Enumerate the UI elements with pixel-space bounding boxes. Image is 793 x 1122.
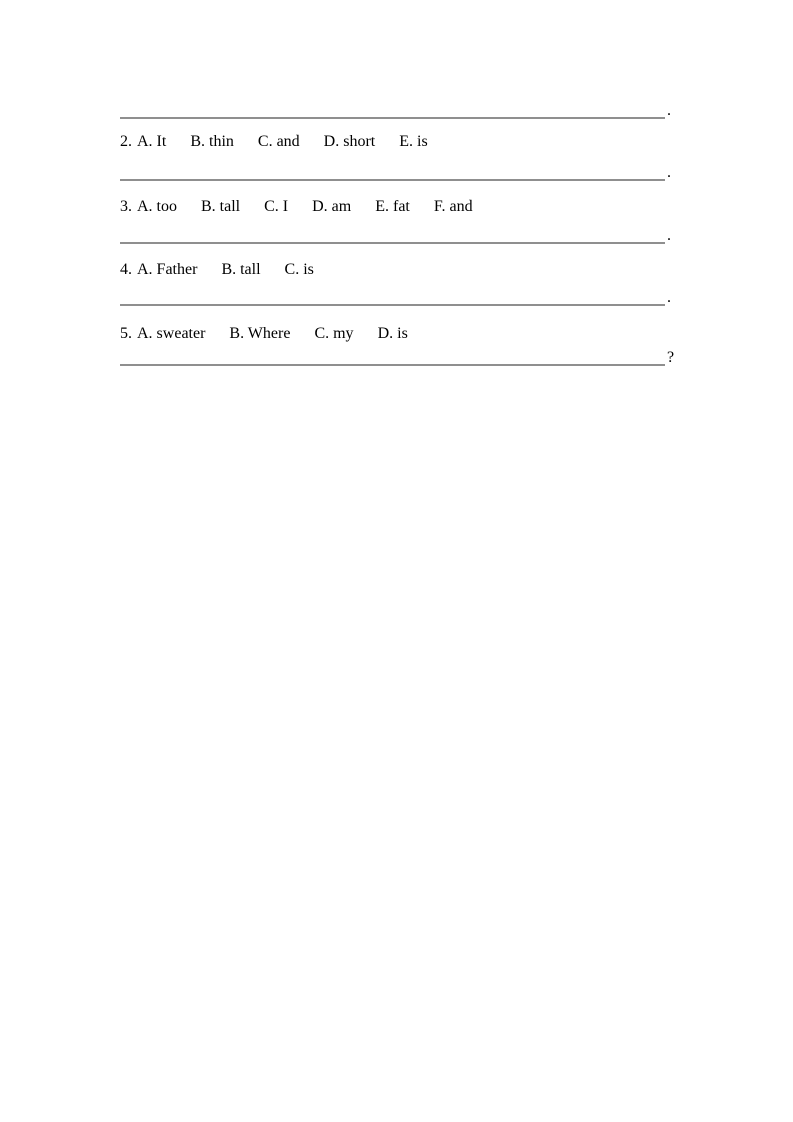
answer-blank-line <box>120 288 671 306</box>
question-row <box>120 260 314 280</box>
option-item: E. fat <box>375 198 410 215</box>
answer-punctuation: . <box>667 102 671 119</box>
option-item: F. and <box>433 198 473 215</box>
question-row <box>120 197 473 217</box>
blank-rule <box>120 364 665 366</box>
answer-blank-line <box>120 348 674 366</box>
question-row <box>120 132 428 152</box>
option-item: D. is <box>377 325 408 342</box>
option-item: A. sweater <box>137 325 206 342</box>
option-item: A. too <box>137 198 177 215</box>
question-number: 2. <box>120 133 132 150</box>
answer-blank-line <box>120 101 671 119</box>
question-number: 3. <box>120 198 132 215</box>
question-number: 4. <box>120 261 132 278</box>
blank-rule <box>120 304 665 306</box>
option-item: C. and <box>257 133 300 150</box>
option-item: B. thin <box>190 133 234 150</box>
question-row <box>120 324 408 344</box>
option-item: A. It <box>137 133 167 150</box>
option-item: C. is <box>284 261 314 278</box>
blank-rule <box>120 117 665 119</box>
option-item: B. tall <box>221 261 261 278</box>
option-item: D. short <box>323 133 376 150</box>
option-item: C. my <box>314 325 354 342</box>
answer-punctuation: . <box>667 289 671 306</box>
option-item: E. is <box>399 133 428 150</box>
option-item: C. I <box>264 198 289 215</box>
blank-rule <box>120 179 665 181</box>
option-item: A. Father <box>137 261 198 278</box>
answer-blank-line <box>120 163 671 181</box>
question-number: 5. <box>120 325 132 342</box>
answer-punctuation: . <box>667 227 671 244</box>
option-item: D. am <box>312 198 352 215</box>
answer-punctuation: . <box>667 164 671 181</box>
answer-punctuation: ? <box>667 349 675 366</box>
blank-rule <box>120 242 665 244</box>
answer-blank-line <box>120 226 671 244</box>
option-item: B. tall <box>201 198 241 215</box>
option-item: B. Where <box>229 325 291 342</box>
